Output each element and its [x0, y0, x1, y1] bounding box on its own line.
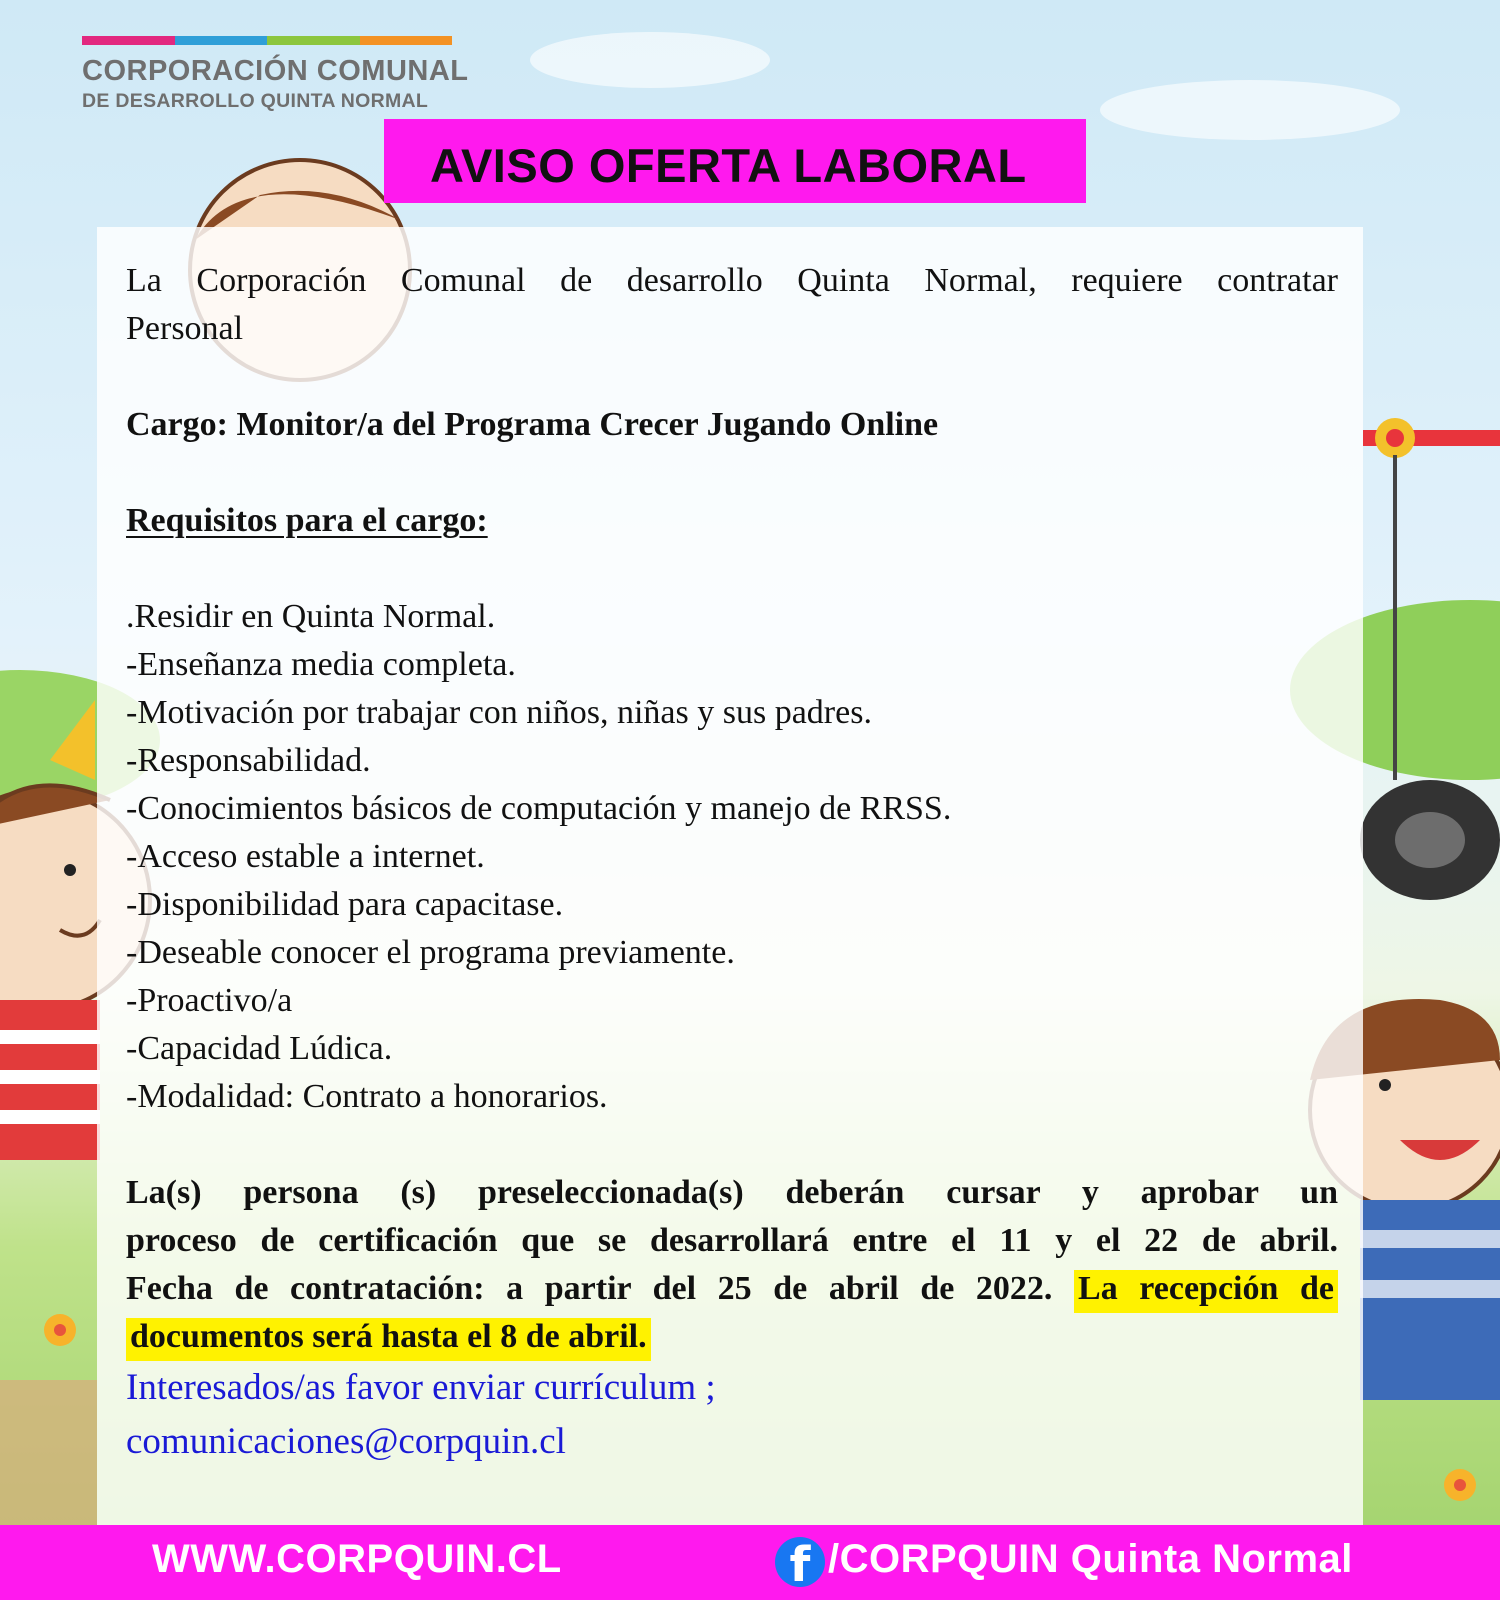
requirement-item: -Proactivo/a — [126, 982, 293, 1019]
footer-bar — [0, 1525, 1500, 1600]
content-panel — [97, 227, 1363, 1527]
hiring-date: Fecha de contratación: a partir del 25 de abril de 2022. — [126, 1270, 1053, 1307]
logo-subtitle: DE DESARROLLO QUINTA NORMAL — [82, 90, 429, 112]
contact-email[interactable]: comunicaciones@corpquin.cl — [126, 1421, 566, 1462]
requirement-item: -Disponibilidad para capacitase. — [126, 886, 564, 923]
intro-line-2: Personal — [126, 310, 244, 347]
closing-line-3 — [126, 1265, 1338, 1313]
requirement-item: -Conocimientos básicos de computación y manejo de RRSS. — [126, 790, 952, 827]
requirements-heading: Requisitos para el cargo: — [126, 502, 488, 539]
title-banner — [384, 119, 1086, 203]
intro-line-1: La Corporación Comunal de desarrollo Quinta Normal, requiere contratar — [126, 262, 1338, 299]
requirement-item: -Enseñanza media completa. — [126, 646, 516, 683]
logo-bar-pink — [82, 36, 175, 45]
logo-bar-green — [267, 36, 360, 45]
logo-bar-blue — [175, 36, 268, 45]
contact-instruction: Interesados/as favor enviar currículum ; — [126, 1367, 716, 1408]
notice-text — [126, 257, 1338, 1469]
requirement-item: -Responsabilidad. — [126, 742, 371, 779]
requirement-item: -Capacidad Lúdica. — [126, 1030, 393, 1067]
requirement-item: -Modalidad: Contrato a honorarios. — [126, 1078, 608, 1115]
deadline-highlight-2: documentos será hasta el 8 de abril. — [126, 1318, 651, 1361]
deadline-highlight-1: La recepción de — [1074, 1270, 1338, 1313]
closing-line-1: La(s) persona (s) preseleccionada(s) deberán cursar y aprobar un — [126, 1174, 1338, 1211]
logo-color-bars — [82, 36, 452, 45]
website-link[interactable]: WWW.CORPQUIN.CL — [152, 1537, 562, 1581]
closing-line-2: proceso de certificación que se desarrollará entre el 11 y el 22 de abril. — [126, 1222, 1338, 1259]
facebook-page-link[interactable]: /CORPQUIN Quinta Normal — [828, 1537, 1353, 1581]
logo-title: CORPORACIÓN COMUNAL — [82, 55, 469, 87]
requirement-item: .Residir en Quinta Normal. — [126, 598, 496, 635]
job-position: Cargo: Monitor/a del Programa Crecer Jugando Online — [126, 406, 939, 443]
corporation-logo — [82, 36, 469, 113]
requirement-item: -Motivación por trabajar con niños, niñas y sus padres. — [126, 694, 872, 731]
closing-line-4 — [126, 1313, 1338, 1361]
facebook-icon[interactable]: f — [775, 1537, 825, 1587]
logo-bar-orange — [360, 36, 453, 45]
requirement-item: -Acceso estable a internet. — [126, 838, 485, 875]
requirements-list — [126, 593, 1338, 1121]
banner-title: AVISO OFERTA LABORAL — [430, 139, 1027, 192]
requirement-item: -Deseable conocer el programa previamente. — [126, 934, 735, 971]
